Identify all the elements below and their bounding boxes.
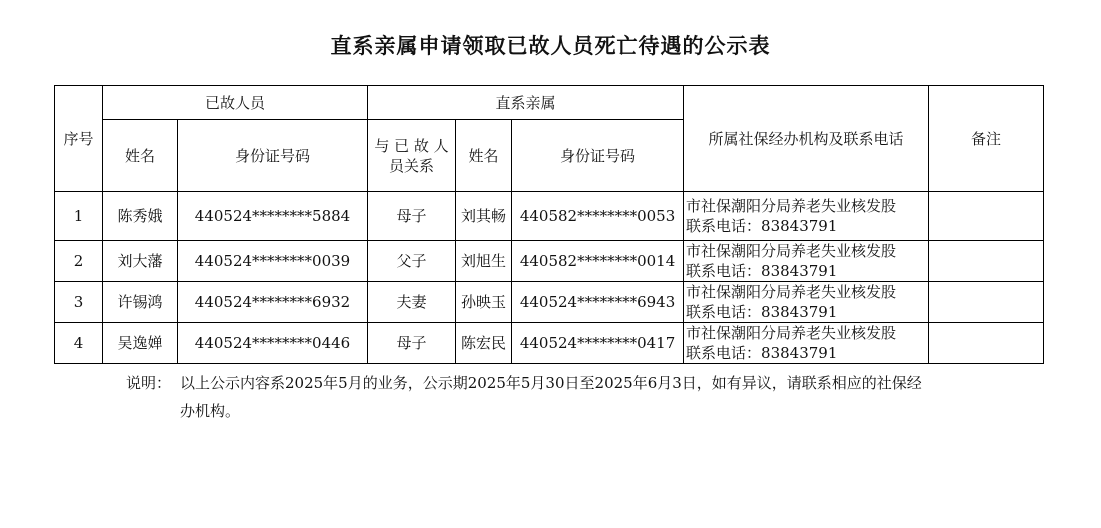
cell-seq: 3 xyxy=(55,282,103,323)
table-row xyxy=(55,192,1044,241)
explanation-note xyxy=(126,369,925,425)
cell-relative-name: 刘其畅 xyxy=(456,192,512,241)
cell-remark xyxy=(929,192,1044,241)
cell-relative-name: 陈宏民 xyxy=(456,323,512,364)
header-seq: 序号 xyxy=(55,86,103,192)
cell-seq: 1 xyxy=(55,192,103,241)
cell-org: 市社保潮阳分局养老失业核发股 xyxy=(686,197,897,215)
cell-remark xyxy=(929,282,1044,323)
cell-relative-name: 刘旭生 xyxy=(456,241,512,282)
cell-seq: 2 xyxy=(55,241,103,282)
cell-org: 市社保潮阳分局养老失业核发股 xyxy=(686,242,897,260)
note-label: 说明： xyxy=(126,374,172,392)
cell-relation: 夫妻 xyxy=(368,282,456,323)
table-row xyxy=(55,323,1044,364)
cell-deceased-id: 440524********0446 xyxy=(178,323,368,364)
cell-phone: 联系电话：83843791 xyxy=(686,262,838,280)
cell-deceased-name: 刘大藩 xyxy=(103,241,178,282)
header-relative-name: 姓名 xyxy=(456,120,512,192)
cell-deceased-name: 吴逸婵 xyxy=(103,323,178,364)
cell-org-contact xyxy=(684,192,929,241)
cell-remark xyxy=(929,323,1044,364)
page-title: 直系亲属申请领取已故人员死亡待遇的公示表 xyxy=(330,34,771,58)
cell-org-contact xyxy=(684,323,929,364)
header-deceased-group: 已故人员 xyxy=(103,86,368,120)
cell-seq: 4 xyxy=(55,323,103,364)
header-relation: 与 已 故 人员关系 xyxy=(368,120,456,192)
header-deceased-id: 身份证号码 xyxy=(178,120,368,192)
cell-relative-id: 440582********0053 xyxy=(512,192,684,241)
header-relative-id: 身份证号码 xyxy=(512,120,684,192)
table-row xyxy=(55,241,1044,282)
header-remark: 备注 xyxy=(929,86,1044,192)
cell-org-contact xyxy=(684,241,929,282)
cell-org: 市社保潮阳分局养老失业核发股 xyxy=(686,324,897,342)
cell-deceased-name: 陈秀娥 xyxy=(103,192,178,241)
cell-relative-id: 440524********6943 xyxy=(512,282,684,323)
header-deceased-name: 姓名 xyxy=(103,120,178,192)
cell-deceased-id: 440524********5884 xyxy=(178,192,368,241)
publicity-table xyxy=(54,85,1044,364)
cell-relative-id: 440582********0014 xyxy=(512,241,684,282)
cell-phone: 联系电话：83843791 xyxy=(686,217,838,235)
note-text: 以上公示内容系2025年5月的业务，公示期2025年5月30日至2025年6月3日，如有异议，请联系相应的社保经办机构。 xyxy=(180,374,922,420)
cell-relation: 母子 xyxy=(368,323,456,364)
cell-relative-name: 孙映玉 xyxy=(456,282,512,323)
cell-org: 市社保潮阳分局养老失业核发股 xyxy=(686,283,897,301)
header-relative-group: 直系亲属 xyxy=(368,86,684,120)
cell-deceased-name: 许锡鸿 xyxy=(103,282,178,323)
cell-relative-id: 440524********0417 xyxy=(512,323,684,364)
cell-deceased-id: 440524********0039 xyxy=(178,241,368,282)
cell-relation: 父子 xyxy=(368,241,456,282)
cell-phone: 联系电话：83843791 xyxy=(686,344,838,362)
table-row xyxy=(55,282,1044,323)
cell-remark xyxy=(929,241,1044,282)
cell-phone: 联系电话：83843791 xyxy=(686,303,838,321)
cell-org-contact xyxy=(684,282,929,323)
header-org-contact: 所属社保经办机构及联系电话 xyxy=(684,86,929,192)
cell-relation: 母子 xyxy=(368,192,456,241)
cell-deceased-id: 440524********6932 xyxy=(178,282,368,323)
